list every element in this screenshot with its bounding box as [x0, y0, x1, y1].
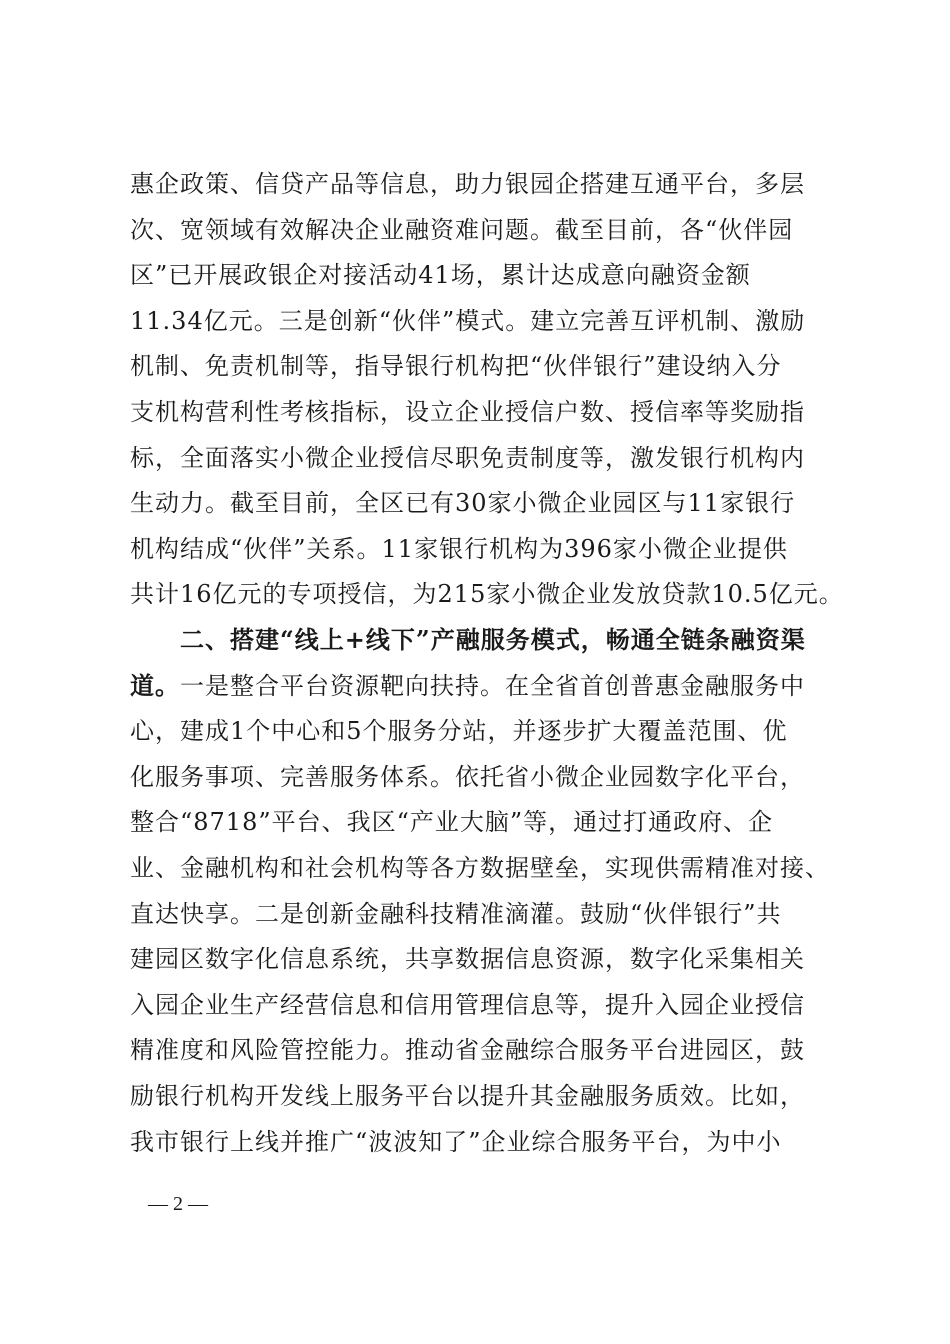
text-run: 建园区数字化信息系统，共享数据信息资源，数字化采集相关 [130, 945, 805, 974]
text-run: 励银行机构开发线上服务平台以提升其金融服务质效。比如， [130, 1082, 805, 1110]
text-line [130, 436, 830, 480]
text-line [130, 162, 830, 206]
text-run: 支机构营利性考核指标，设立企业授信户数、授信率等奖励指 [130, 398, 805, 426]
page-number: — 2 — [148, 1193, 208, 1215]
text-run: 入园企业生产经营信息和信用管理信息等，提升入园企业授信 [130, 990, 805, 1019]
text-line [130, 1028, 830, 1072]
bold-text-run: 二、搭建“线上+线下”产融服务模式，畅通全链条融资渠 [130, 625, 806, 654]
text-run: 区”已开展政银企对接活动41场，累计达成意向融资金额 [130, 261, 751, 290]
text-line [130, 527, 830, 571]
text-line [130, 572, 844, 616]
text-run: 精准度和风险管控能力。推动省金融综合服务平台进园区，鼓 [130, 1036, 805, 1065]
text-line [130, 481, 830, 525]
text-line [130, 299, 830, 343]
text-run: 直达快享。二是创新金融科技精准滴灌。鼓励“伙伴银行”共 [130, 899, 782, 928]
text-line [130, 618, 830, 662]
text-run: 一是整合平台资源靶向扶持。在全省首创普惠金融服务中 [180, 671, 805, 700]
text-run: 次、宽领域有效解决企业融资难问题。截至目前，各“伙伴园 [130, 215, 794, 244]
text-run: 机制、免责机制等，指导银行机构把“伙伴银行”建设纳入分 [130, 352, 782, 381]
text-run: 惠企政策、信贷产品等信息，助力银园企搭建互通平台，多层 [130, 170, 805, 198]
text-line [130, 1074, 830, 1118]
text-line [130, 755, 830, 799]
text-run: 整合“8718”平台、我区“产业大脑”等，通过打通政府、企 [130, 808, 774, 837]
text-run: 我市银行上线并推广“波波知了”企业综合服务平台，为中小 [130, 1127, 782, 1156]
text-line [130, 344, 830, 388]
text-run: 11.34亿元。三是创新“伙伴”模式。建立完善互评机制、激励 [130, 306, 806, 335]
text-line [130, 892, 830, 936]
text-run: 机构结成“伙伴”关系。11家银行机构为396家小微企业提供 [130, 534, 788, 563]
text-line [130, 937, 830, 981]
text-line [130, 664, 830, 708]
text-run: 共计16亿元的专项授信，为215家小微企业发放贷款10.5亿元。 [130, 580, 844, 609]
text-run: 化服务事项、完善服务体系。依托省小微企业园数字化平台， [130, 762, 805, 791]
text-line [130, 390, 830, 434]
text-line [130, 983, 830, 1027]
text-line [130, 1120, 830, 1164]
text-run: 业、金融机构和社会机构等各方数据壁垒，实现供需精准对接、 [130, 854, 830, 882]
text-line [130, 846, 830, 890]
text-line [130, 800, 830, 844]
text-run: 生动力。截至目前，全区已有30家小微企业园区与11家银行 [130, 489, 796, 518]
text-line [130, 709, 830, 753]
text-run: 标，全面落实小微企业授信尽职免责制度等，激发银行机构内 [130, 443, 805, 472]
text-line [130, 208, 830, 252]
text-run: 心，建成1个中心和5个服务分站，并逐步扩大覆盖范围、优 [130, 717, 788, 746]
text-line [130, 253, 830, 297]
bold-text-run: 道。 [130, 670, 180, 700]
